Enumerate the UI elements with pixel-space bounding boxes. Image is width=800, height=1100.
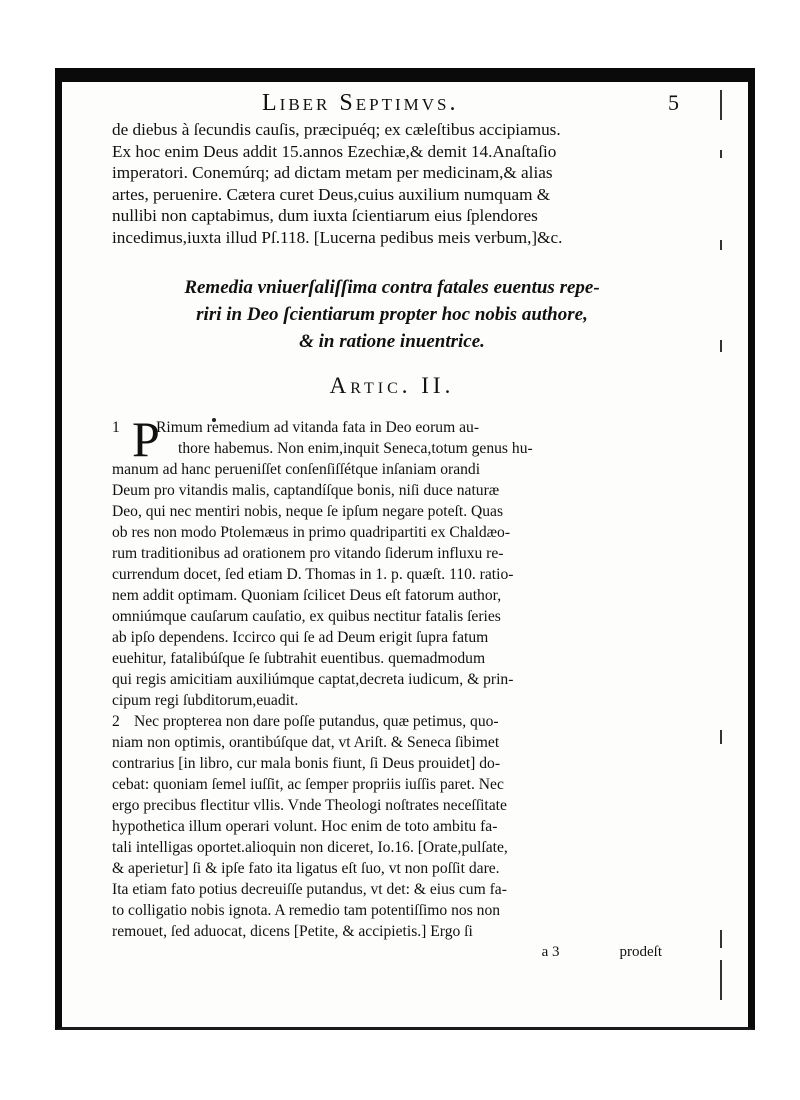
text-line: nullibi non captabimus, dum iuxta ſcientiarum eius ſplendores <box>112 206 538 226</box>
text-line: manum ad hanc perueniſſet conſenſiſſétque inſaniam orandi <box>112 460 481 478</box>
text-line: incedimus,iuxta illud Pſ.118. [Lucerna pedibus meis verbum,]&c. <box>112 227 563 247</box>
paragraph-1 <box>112 410 672 711</box>
text-line: Ita etiam fato potius decreuiſſe putandus, vt det: & eius cum fa- <box>112 880 507 898</box>
text-line: hypothetica illum operari volunt. Hoc enim de toto ambitu fa- <box>112 817 498 835</box>
text-line: ab ipſo dependens. Iccirco qui ſe ad Deum erigit ſupra fatum <box>112 628 489 646</box>
text-line: remouet, ſed aduocat, dicens [Petite, & accipietis.] Ergo ſi <box>112 922 473 940</box>
page-edge-marks <box>716 90 740 1020</box>
text-line: cebat: quoniam ſemel iuſſit, ac ſemper propriis iuſſis paret. Nec <box>112 775 504 793</box>
section-rubric <box>112 274 672 355</box>
text-line: omniúmque cauſarum cauſatio, ex quibus nectitur fatalis ſeries <box>112 607 501 625</box>
text-line: ergo precibus flectitur vllis. Vnde Theologi noſtrates neceſſitate <box>112 796 507 814</box>
text-line: currendum docet, ſed etiam D. Thomas in 1. p. quæſt. 110. ratio- <box>112 565 514 583</box>
paragraph-number: 2 <box>112 712 120 730</box>
book-page <box>112 90 682 961</box>
page-number: 5 <box>668 90 682 115</box>
rubric-line: Remedia vniuerſaliſſima contra fatales euentus repe- <box>184 276 600 298</box>
catchword: prodeſt <box>619 943 662 960</box>
text-line: euehitur, fatalibúſque ſe ſubtrahit euentibus. quemadmodum <box>112 649 486 667</box>
text-line: Rimum remedium ad vitanda fata in Deo eorum au- <box>156 418 480 436</box>
paragraph-number: 1 <box>112 418 120 436</box>
running-head <box>262 90 682 117</box>
text-line: Deo, qui nec mentiri nobis, neque ſe ipſum negare poteſt. Quas <box>112 502 504 520</box>
text-line: tali intelligas oportet.alioquin non diceret, Io.16. [Orate,pulſate, <box>112 838 508 856</box>
page-footer <box>112 944 672 961</box>
text-line: qui regis amicitiam auxiliúmque captat,decreta iudicum, & prin- <box>112 670 514 688</box>
text-line: thore habemus. Non enim,inquit Seneca,totum genus hu- <box>178 439 533 457</box>
paragraph-2 <box>112 711 672 942</box>
text-line: niam non optimis, orantibúſque dat, vt Ariſt. & Seneca ſibimet <box>112 733 500 751</box>
drop-capital: P <box>132 410 160 467</box>
article-heading: Artic. II. <box>329 372 455 398</box>
text-line: imperatori. Conemúrq; ad dictam metam per medicinam,& alias <box>112 163 553 183</box>
intro-text <box>112 119 672 249</box>
text-line: ob res non modo Ptolemæus in primo quadripartiti ex Chaldæo- <box>112 523 511 541</box>
text-line: rum traditionibus ad orationem pro vitando ſiderum influxu re- <box>112 544 504 562</box>
text-line: to colligatio nobis ignota. A remedio tam potentiſſimo nos non <box>112 901 501 919</box>
rubric-line: riri in Deo ſcientiarum propter hoc nobis authore, <box>196 303 588 325</box>
text-line: de diebus à ſecundis cauſis, præcipuéq; ex cæleſtibus accipiamus. <box>112 120 561 139</box>
text-line: & aperietur] ſi & ipſe fato ita ligatus eſt ſuo, vt non poſſit dare. <box>112 859 500 877</box>
rubric-line: & in ratione inuentrice. <box>299 330 485 352</box>
signature-mark: a 3 <box>541 943 560 960</box>
text-line: artes, peruenire. Cætera curet Deus,cuius auxilium numquam & <box>112 184 551 204</box>
text-line: contrarius [in libro, cur mala bonis fiunt, ſi Deus prouidet] do- <box>112 754 501 772</box>
running-head-title: Liber Septimvs. <box>262 90 459 116</box>
text-line: nem addit optimam. Quoniam ſcilicet Deus eſt fatorum author, <box>112 586 502 604</box>
text-line: Nec propterea non dare poſſe putandus, quæ petimus, quo- <box>134 712 499 730</box>
text-line: cipum regi ſubditorum,euadit. <box>112 691 299 709</box>
text-line: Ex hoc enim Deus addit 15.annos Ezechiæ,& demit 14.Anaſtaſio <box>112 141 557 161</box>
text-line: Deum pro vitandis malis, captandíſque bonis, niſi duce naturæ <box>112 481 500 499</box>
